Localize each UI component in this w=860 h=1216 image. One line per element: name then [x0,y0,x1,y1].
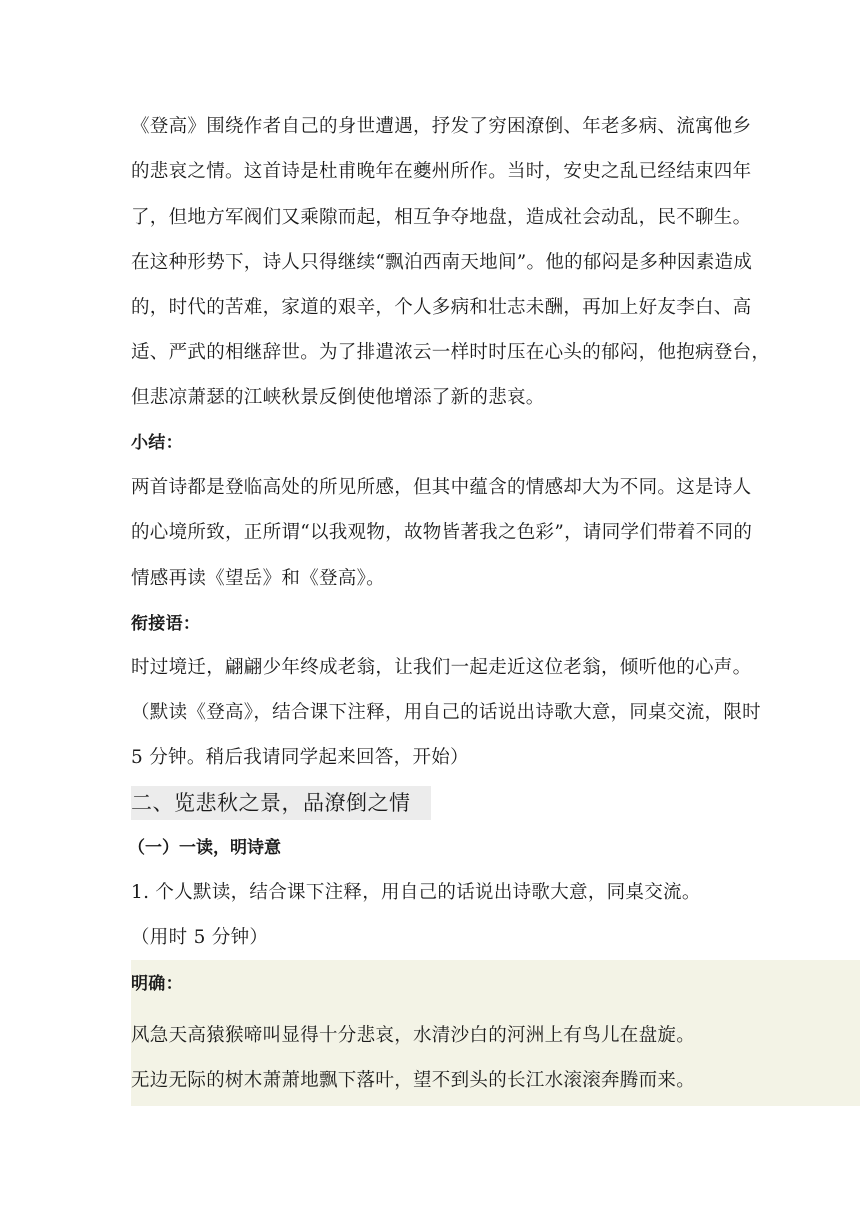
paragraph-line: 的，时代的苦难，家道的艰辛，个人多病和壮志未酬，再加上好友李白、高 [131,297,752,318]
transition-label: 衔接语： [131,614,201,634]
summary-line: 的心境所致，正所谓“以我观物，故物皆著我之色彩”，请同学们带着不同的 [131,522,753,543]
paragraph-line: 《登高》围绕作者自己的身世遭遇，抒发了穷困潦倒、年老多病、流寓他乡 [131,116,752,137]
answer-line: 风急天高猿猴啼叫显得十分悲哀，水清沙白的河洲上有鸟儿在盘旋。 [131,1025,696,1046]
paragraph-line: 的悲哀之情。这首诗是杜甫晚年在夔州所作。当时，安史之乱已经结束四年 [131,161,752,182]
transition-line: 时过境迁，翩翩少年终成老翁，让我们一起走近这位老翁，倾听他的心声。 [131,657,752,678]
task-time: （用时 5 分钟） [131,927,269,948]
transition-line: 5 分钟。稍后我请同学起来回答，开始） [131,747,469,768]
task-line: 1. 个人默读，结合课下注释，用自己的话说出诗歌大意，同桌交流。 [131,882,701,903]
summary-line: 两首诗都是登临高处的所见所感，但其中蕴含的情感却大为不同。这是诗人 [131,477,752,498]
summary-label: 小结： [131,433,183,453]
transition-line: （默读《登高》，结合课下注释，用自己的话说出诗歌大意，同桌交流，限时 [131,702,761,723]
paragraph-line: 适、严武的相继辞世。为了排遣浓云一样时时压在心头的郁闷，他抱病登台， [131,342,771,363]
paragraph-line: 了，但地方军阀们又乘隙而起，相互争夺地盘，造成社会动乱，民不聊生。 [131,207,752,228]
section-heading: 二、览悲秋之景，品潦倒之情 [131,786,431,820]
paragraph-line: 在这种形势下，诗人只得继续“飘泊西南天地间”。他的郁闷是多种因素造成 [131,252,753,273]
paragraph-line: 但悲凉萧瑟的江峡秋景反倒使他增添了新的悲哀。 [131,387,545,408]
summary-line: 情感再读《望岳》和《登高》。 [131,568,385,589]
answer-label: 明确： [131,974,183,994]
answer-line: 无边无际的树木萧萧地飘下落叶，望不到头的长江水滚滚奔腾而来。 [131,1070,696,1091]
subsection-heading: （一）一读，明诗意 [128,838,281,858]
